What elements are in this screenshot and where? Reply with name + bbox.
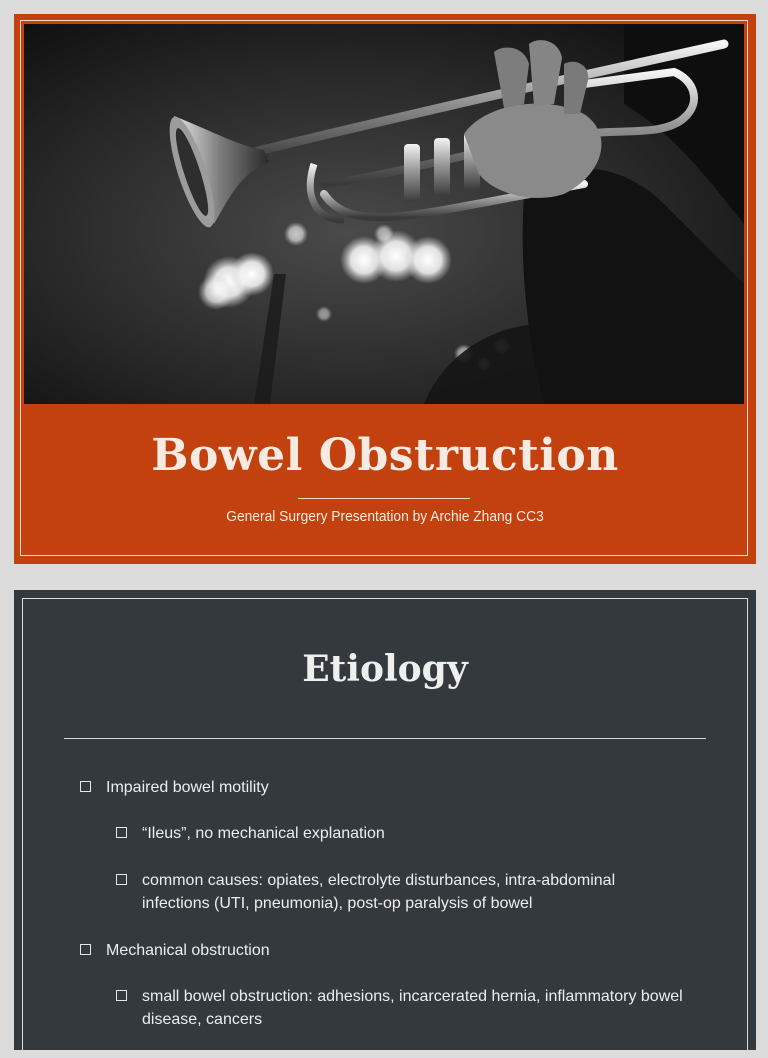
checkbox-bullet-icon [80,944,91,955]
list-item: Mechanical obstruction [80,939,700,962]
heading-divider [64,738,706,739]
list-item: “Ileus”, no mechanical explanation [116,822,696,845]
list-item: common causes: opiates, electrolyte disturbances, intra-abdominal infections (UTI, pneumonia), post-op paralysis of bowel [116,869,686,915]
etiology-slide [14,590,756,1050]
slide-title: Bowel Obstruction [151,430,619,481]
title-divider [298,498,470,499]
slide-heading: Etiology [302,648,468,690]
list-item: small bowel obstruction: adhesions, incarcerated hernia, inflammatory bowel disease, cancers [116,985,696,1031]
checkbox-bullet-icon [116,990,127,1001]
checkbox-bullet-icon [116,874,127,885]
checkbox-bullet-icon [80,781,91,792]
slide-subtitle: General Surgery Presentation by Archie Zhang CC3 [226,508,544,525]
trumpet-photo [24,24,744,404]
checkbox-bullet-icon [116,827,127,838]
title-slide [14,14,756,564]
list-item: Impaired bowel motility [80,776,700,799]
